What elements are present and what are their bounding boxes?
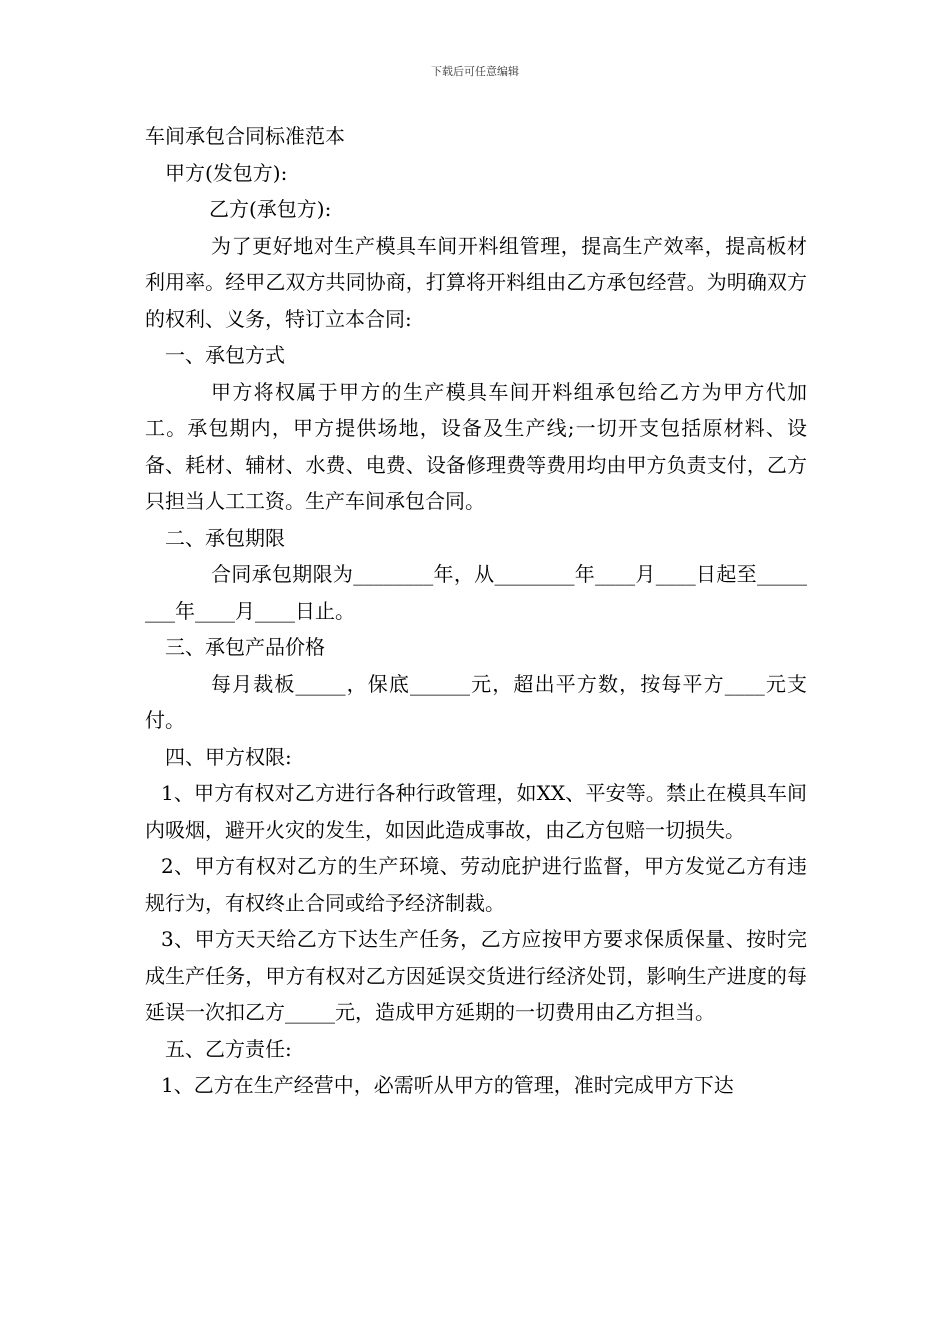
section-1-paragraph: 甲方将权属于甲方的生产模具车间开料组承包给乙方为甲方代加工。承包期内，甲方提供场地，设备及生产线;一切开支包括原材料、设备、耗材、辅材、水费、电费、设备修理费等费用均由甲方负责支付，乙方只担当人工工资。生产车间承包合同。 xyxy=(145,379,807,513)
intro-paragraph: 为了更好地对生产模具车间开料组管理，提高生产效率，提高板材利用率。经甲乙双方共同协商，打算将开料组由乙方承包经营。为明确双方的权利、义务，特订立本合同: xyxy=(145,233,807,331)
section-5-item-1: 1、乙方在生产经营中，必需听从甲方的管理，准时完成甲方下达 xyxy=(161,1073,734,1097)
section-3-paragraph: 每月裁板_____，保底______元，超出平方数，按每平方____元支付。 xyxy=(145,671,807,732)
party-b-line: 乙方(承包方): xyxy=(209,197,332,221)
section-2-paragraph: 合同承包期限为________年，从________年____月____日起至________年____月____日止。 xyxy=(145,562,807,623)
document-body xyxy=(145,118,807,1104)
section-4-heading: 四、甲方权限: xyxy=(165,744,292,769)
section-4-item-1: 1、甲方有权对乙方进行各种行政管理，如XX、平安等。禁止在模具车间内吸烟，避开火灾的发生，如因此造成事故，由乙方包赔一切损失。 xyxy=(145,781,807,842)
section-4-item-3: 3、甲方天天给乙方下达生产任务，乙方应按甲方要求保质保量、按时完成生产任务，甲方有权对乙方因延误交货进行经济处罚，影响生产进度的每延误一次扣乙方_____元，造成甲方延期的一切费用由乙方担当。 xyxy=(145,927,807,1024)
section-5-heading: 五、乙方责任: xyxy=(165,1036,292,1061)
document-title: 车间承包合同标准范本 xyxy=(145,124,345,148)
section-2-heading: 二、承包期限 xyxy=(165,525,285,550)
page-header: 下载后可任意编辑 xyxy=(431,65,519,78)
section-1-heading: 一、承包方式 xyxy=(165,343,285,367)
section-3-heading: 三、承包产品价格 xyxy=(165,635,325,659)
party-a-line: 甲方(发包方): xyxy=(165,160,288,185)
section-4-item-2: 2、甲方有权对乙方的生产环境、劳动庇护进行监督，甲方发觉乙方有违规行为，有权终止合同或给予经济制裁。 xyxy=(145,854,807,915)
